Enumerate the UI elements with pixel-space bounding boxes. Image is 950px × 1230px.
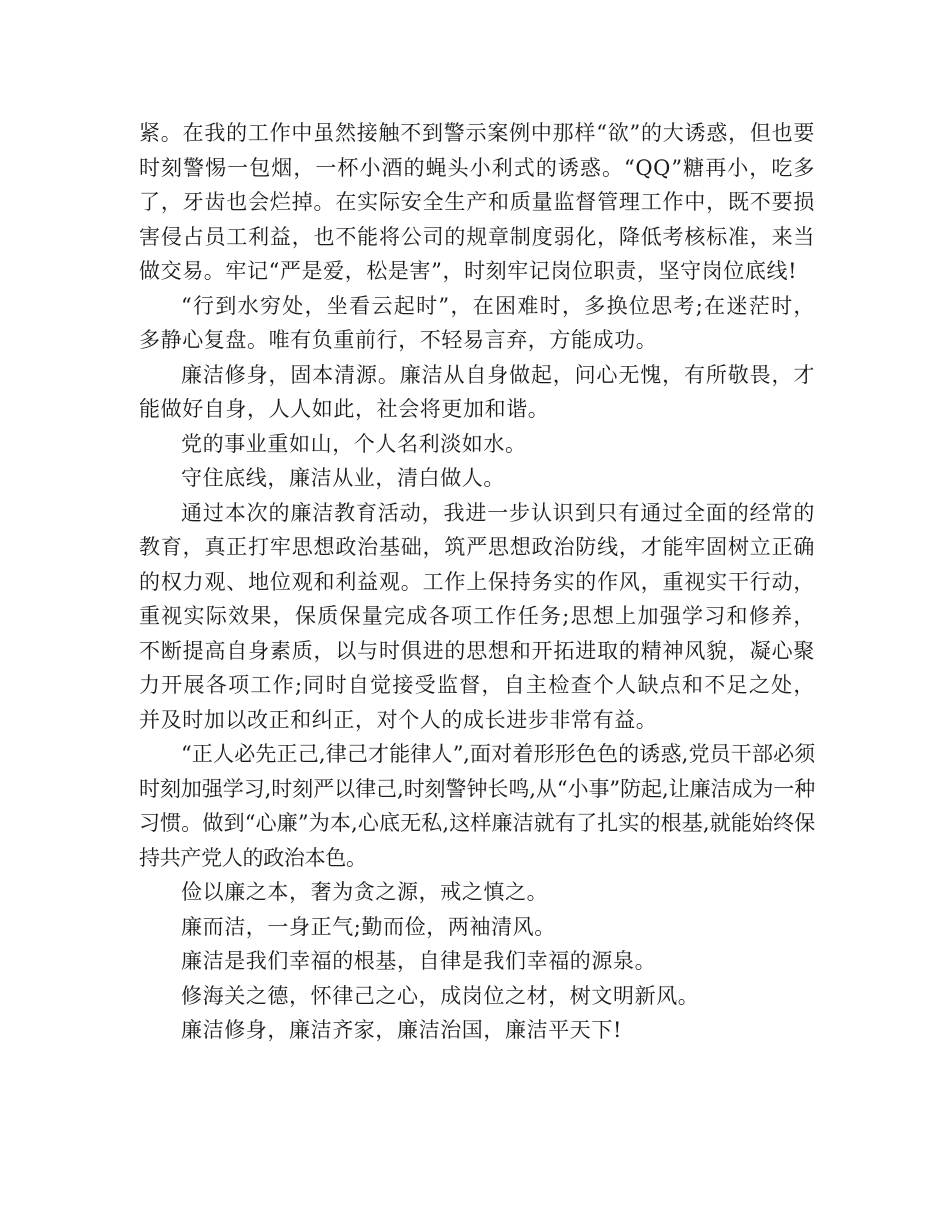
paragraph-happiness: 廉洁是我们幸福的根基，自律是我们幸福的源泉。 (181, 949, 657, 973)
paragraph-customs-virtue: 修海关之德，怀律己之心，成岗位之材，树文明新风。 (181, 983, 700, 1008)
paragraph-closing: 廉洁修身，廉洁齐家，廉洁治国，廉洁平天下! (181, 1018, 623, 1042)
paragraph-self-discipline: “正人必先正己,律己才能律人”,面对着形形色色的诱惑,党员干部必须时刻加强学习,时刻严以律己,时刻警钟长鸣,从“小事”防起,让廉洁成为一种习惯。做到“心廉”为本,心底无私,这样廉洁就有了扎实的根基,就能始终保持共产党人的政治本色。 (139, 742, 815, 870)
paragraph-bottom-line: 守住底线，廉洁从业，清白做人。 (181, 466, 505, 490)
document-body (139, 116, 815, 1048)
paragraph-frugality: 俭以廉之本，奢为贪之源，戒之慎之。 (181, 880, 549, 904)
paragraph-continuation: 紧。在我的工作中虽然接触不到警示案例中那样“欲”的大诱惑，但也要时刻警惕一包烟，一杯小酒的蝇头小利式的诱惑。“QQ”糖再小，吃多了，牙齿也会烂掉。在实际安全生产和质量监督管理工作中，既不要损害侵占员工利益，也不能将公司的规章制度弱化，降低考核标准，来当做交易。牢记“严是爱，松是害”，时刻牢记岗位职责，坚守岗位底线! (139, 121, 815, 283)
paragraph-education-activity: 通过本次的廉洁教育活动，我进一步认识到只有通过全面的经常的教育，真正打牢思想政治基础，筑严思想政治防线，才能牢固树立正确的权力观、地位观和利益观。工作上保持务实的作风，重视实干行动，重视实际效果，保质保量完成各项工作任务;思想上加强学习和修养，不断提高自身素质，以与时俱进的思想和开拓进取的精神风貌，凝心聚力开展各项工作;同时自觉接受监督，自主检查个人缺点和不足之处，并及时加以改正和纠正，对个人的成长进步非常有益。 (139, 500, 815, 732)
paragraph-upright: 廉而洁，一身正气;勤而俭，两袖清风。 (181, 914, 556, 939)
paragraph-quote-water: “行到水穷处，坐看云起时”，在困难时，多换位思考;在迷茫时，多静心复盘。唯有负重前行，不轻易言弃，方能成功。 (139, 293, 815, 352)
paragraph-party-cause: 党的事业重如山，个人名利淡如水。 (181, 431, 527, 456)
paragraph-integrity-self: 廉洁修身，固本清源。廉洁从自身做起，问心无愧，有所敬畏，才能做好自身，人人如此，社会将更加和谐。 (139, 362, 815, 421)
